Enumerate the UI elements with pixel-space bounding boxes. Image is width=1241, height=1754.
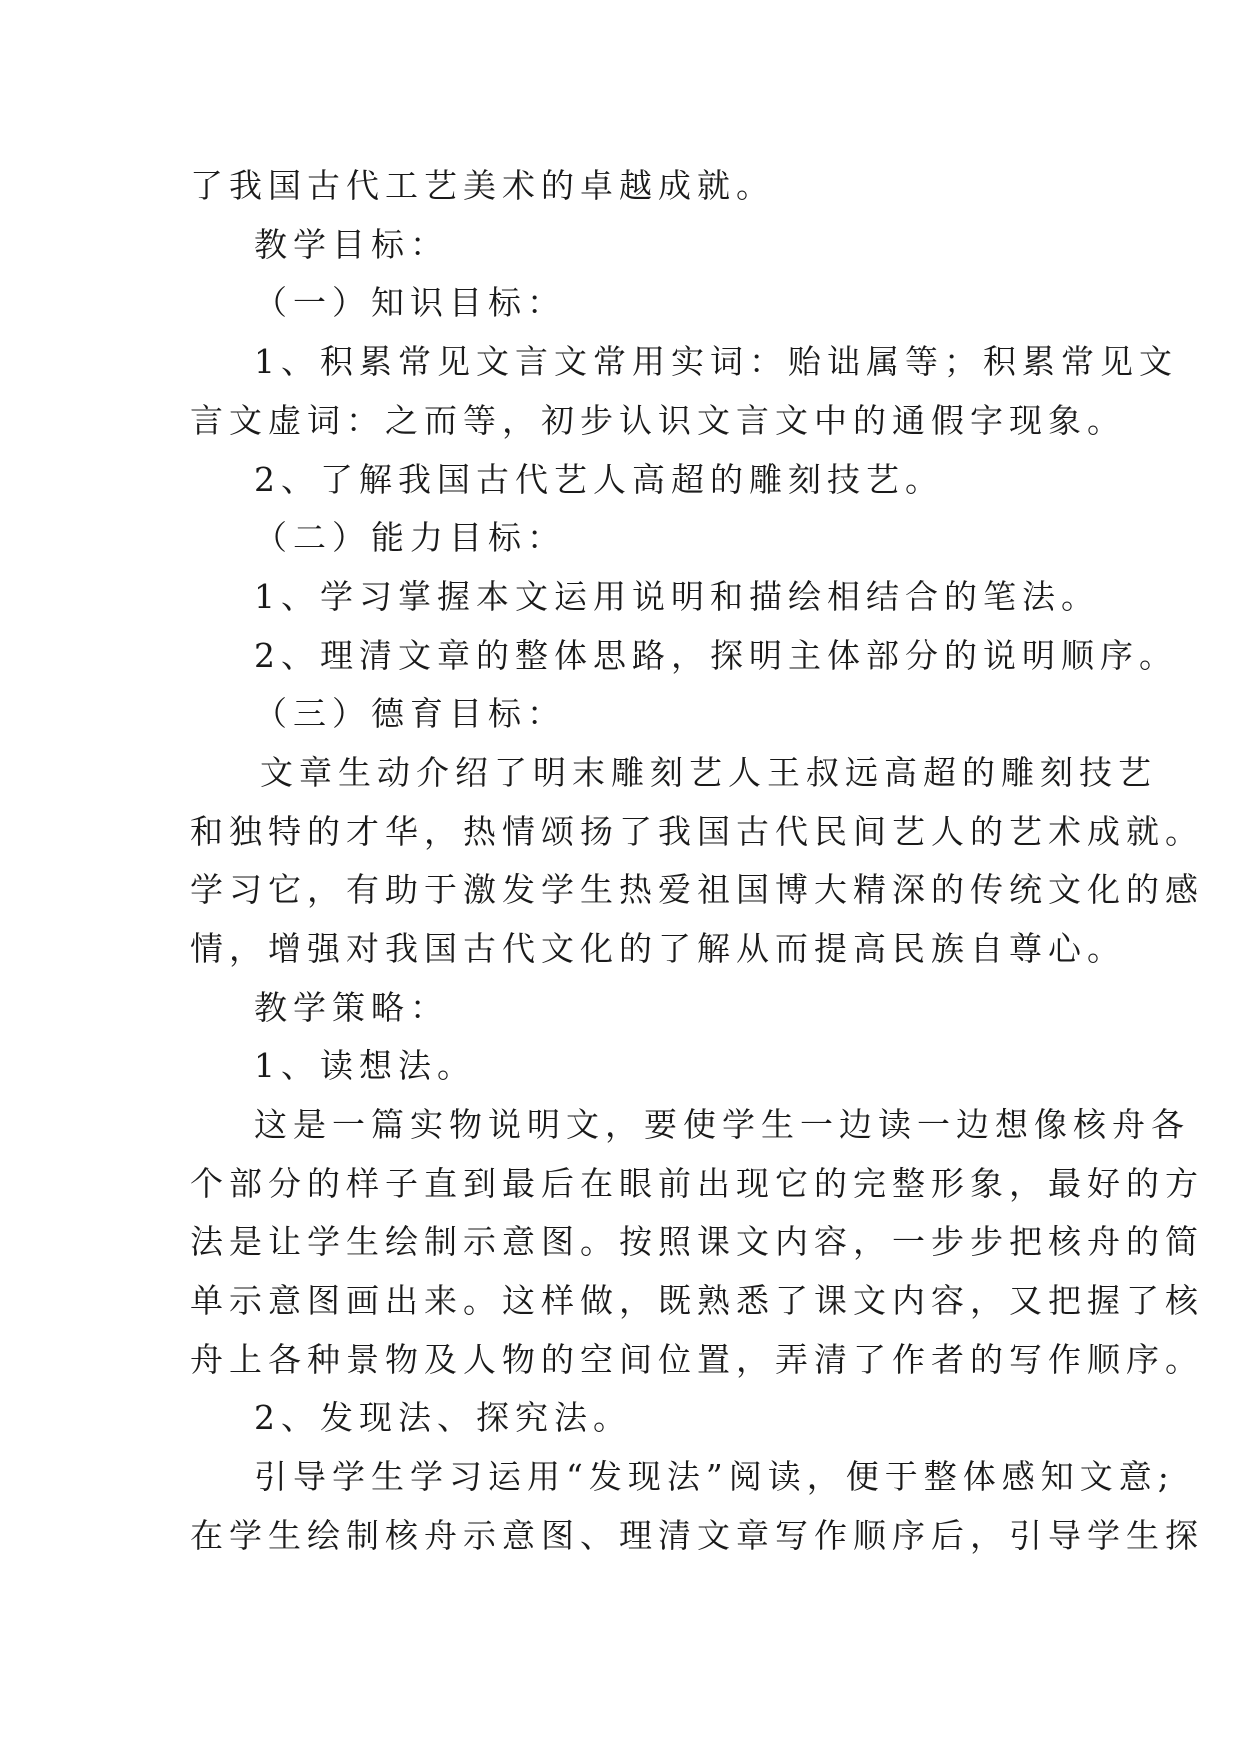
text-line: 这是一篇实物说明文，要使学生一边读一边想像核舟各 — [254, 1105, 1190, 1144]
text-line: 引导学生学习运用“发现法”阅读，便于整体感知文意; — [254, 1457, 1175, 1496]
text-line: 了我国古代工艺美术的卓越成就。 — [190, 166, 775, 205]
text-line: 单示意图画出来。这样做，既熟悉了课文内容，又把握了核 — [190, 1281, 1204, 1320]
subsection-heading: （二）能力目标： — [254, 518, 566, 557]
text-line: 学习它，有助于激发学生热爱祖国博大精深的传统文化的感 — [190, 870, 1204, 909]
text-line: 2、发现法、探究法。 — [254, 1398, 632, 1437]
text-line: 舟上各种景物及人物的空间位置，弄清了作者的写作顺序。 — [190, 1340, 1204, 1379]
text-line: 1、读想法。 — [254, 1046, 476, 1085]
subsection-heading: （一）知识目标： — [254, 283, 566, 322]
text-line: 文章生动介绍了明末雕刻艺人王叔远高超的雕刻技艺 — [260, 753, 1157, 792]
subsection-heading: （三）德育目标： — [254, 694, 566, 733]
text-line: 情，增强对我国古代文化的了解从而提高民族自尊心。 — [190, 929, 1126, 968]
section-heading: 教学目标： — [254, 225, 449, 264]
text-line: 2、理清文章的整体思路，探明主体部分的说明顺序。 — [254, 636, 1178, 675]
text-line: 法是让学生绘制示意图。按照课文内容，一步步把核舟的简 — [190, 1222, 1204, 1261]
text-line: 和独特的才华，热情颂扬了我国古代民间艺人的艺术成就。 — [190, 812, 1204, 851]
text-line: 在学生绘制核舟示意图、理清文章写作顺序后，引导学生探 — [190, 1516, 1204, 1555]
text-line: 个部分的样子直到最后在眼前出现它的完整形象，最好的方 — [190, 1164, 1204, 1203]
text-line: 1、积累常见文言文常用实词：贻诎属等；积累常见文 — [254, 342, 1178, 381]
text-line: 1、学习掌握本文运用说明和描绘相结合的笔法。 — [254, 577, 1100, 616]
text-line: 2、了解我国古代艺人高超的雕刻技艺。 — [254, 460, 944, 499]
text-line: 言文虚词：之而等，初步认识文言文中的通假字现象。 — [190, 401, 1126, 440]
section-heading: 教学策略： — [254, 988, 449, 1027]
